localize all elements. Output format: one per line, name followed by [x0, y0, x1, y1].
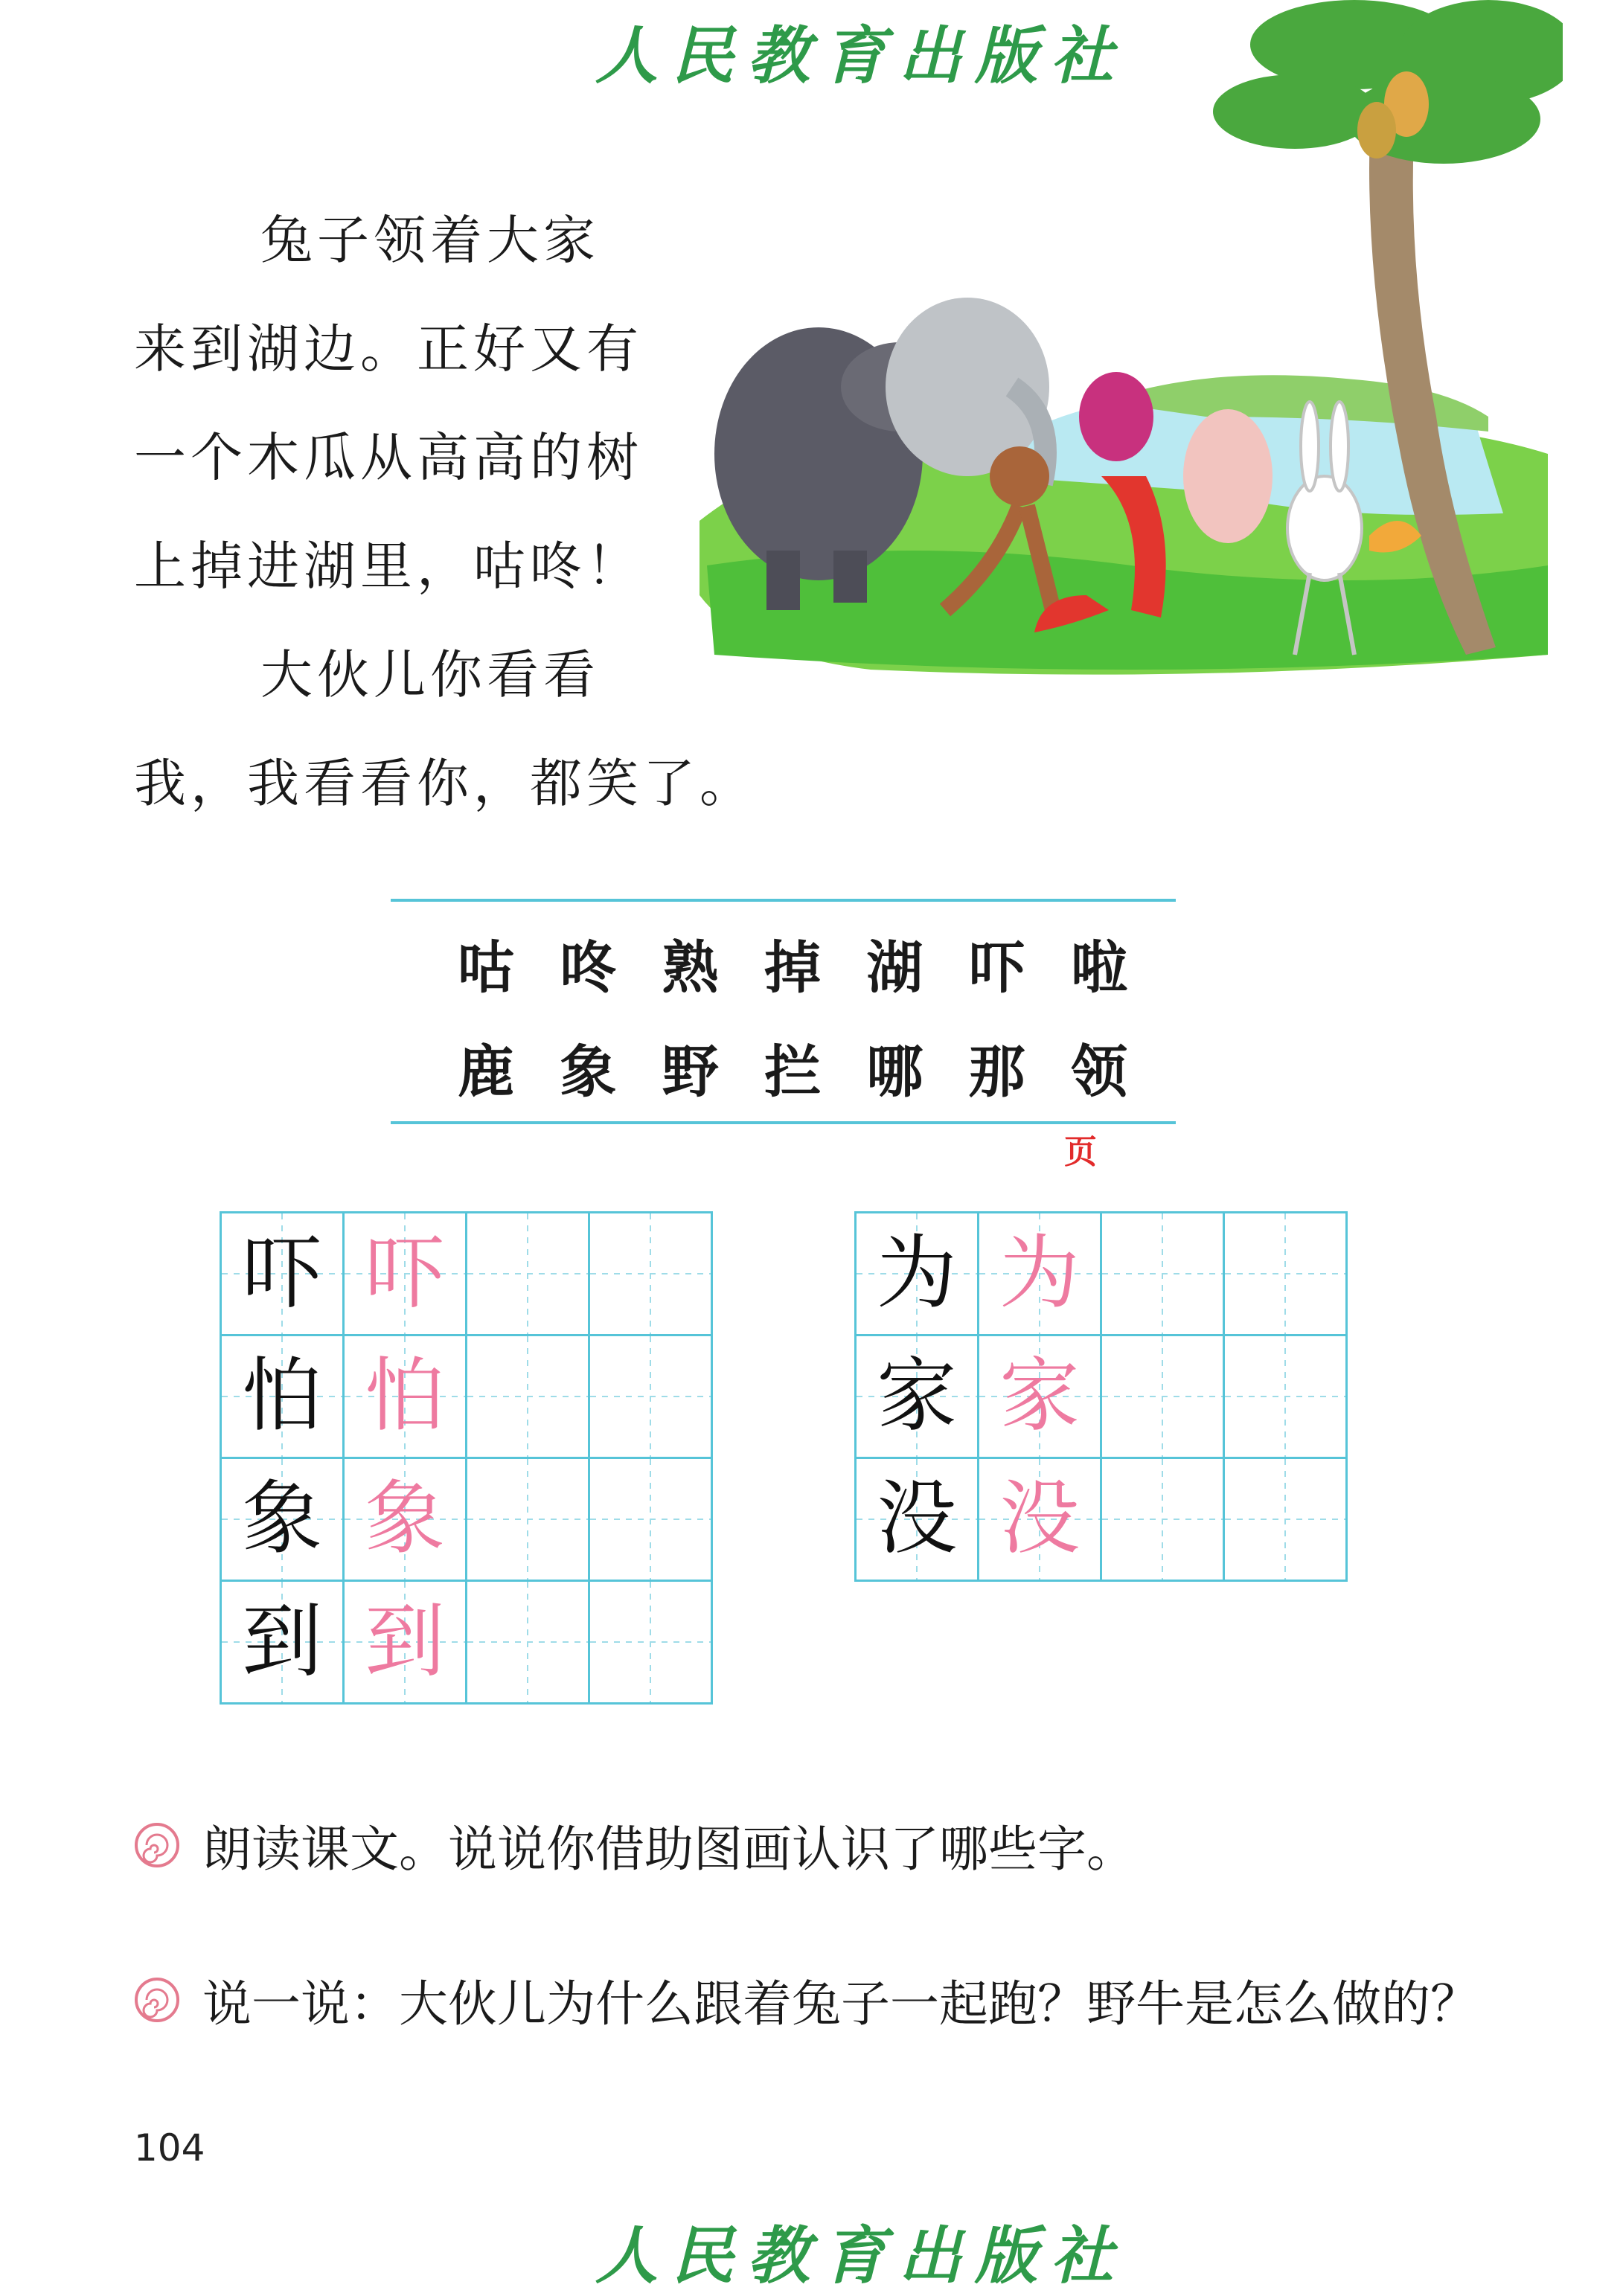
vocab-char: 哪: [866, 1039, 923, 1105]
vocab-char: 鹿: [458, 1039, 514, 1105]
trace-char: 怕: [364, 1350, 445, 1443]
swirl-bullet-icon: [134, 1822, 180, 1868]
vocab-char: 领: [1070, 1039, 1127, 1105]
story-line: 上掉进湖里，咕咚！: [134, 536, 643, 597]
exercise-question: [134, 1964, 1479, 2035]
practice-cell: [467, 1581, 589, 1704]
story-line: 一个木瓜从高高的树: [134, 427, 643, 488]
model-char: 家: [876, 1350, 957, 1443]
model-cell: [221, 1458, 344, 1581]
vocab-char: 湖: [866, 934, 923, 1001]
model-cell: [856, 1458, 979, 1581]
practice-cell: [467, 1458, 589, 1581]
trace-char: 家: [999, 1350, 1080, 1443]
animals-by-lake-illustration: [685, 0, 1563, 692]
trace-char: 为: [999, 1227, 1080, 1320]
trace-cell: [979, 1458, 1101, 1581]
radical-note: 页: [1064, 1133, 1097, 1171]
writing-grid-right: [854, 1211, 1348, 1582]
trace-cell: [344, 1458, 467, 1581]
publisher-footer: 人民教育出版社: [595, 2219, 1127, 2292]
vocab-char: 熟: [662, 934, 719, 1001]
practice-cell: [1224, 1335, 1347, 1458]
practice-cell: [1101, 1213, 1224, 1335]
story-line: 我，我看看你，都笑了。: [134, 753, 756, 814]
vocab-char: 拦: [764, 1039, 821, 1105]
practice-cell: [589, 1213, 712, 1335]
model-char: 象: [241, 1472, 322, 1565]
exercise-question: [134, 1809, 1136, 1880]
writing-row: [221, 1458, 712, 1581]
writing-row: [856, 1213, 1347, 1335]
practice-cell: [1101, 1335, 1224, 1458]
story-line: 来到湖边。正好又有: [134, 318, 643, 379]
model-cell: [221, 1213, 344, 1335]
trace-char: 象: [364, 1472, 445, 1565]
writing-row: [221, 1581, 712, 1704]
model-char: 没: [876, 1472, 957, 1565]
vocabulary-row: [458, 923, 1127, 1004]
model-char: 为: [876, 1227, 957, 1320]
practice-cell: [467, 1213, 589, 1335]
vocab-char: 那: [968, 1039, 1025, 1105]
writing-row: [221, 1335, 712, 1458]
writing-row: [856, 1335, 1347, 1458]
model-char: 吓: [241, 1227, 322, 1320]
writing-row: [221, 1213, 712, 1335]
trace-char: 没: [999, 1472, 1080, 1565]
trace-cell: [344, 1581, 467, 1704]
model-cell: [221, 1335, 344, 1458]
writing-row: [856, 1458, 1347, 1581]
page-number: 104: [134, 2126, 205, 2170]
vocab-char: 啦: [1070, 934, 1127, 1001]
practice-cell: [589, 1581, 712, 1704]
writing-grid-left: [220, 1211, 713, 1705]
vocabulary-box: [391, 899, 1176, 1124]
vocab-char: 掉: [764, 934, 821, 1001]
practice-cell: [467, 1335, 589, 1458]
trace-cell: [979, 1335, 1101, 1458]
story-line: 大伙儿你看看: [260, 644, 600, 705]
practice-cell: [589, 1335, 712, 1458]
model-char: 怕: [241, 1350, 322, 1443]
trace-cell: [979, 1213, 1101, 1335]
trace-cell: [344, 1335, 467, 1458]
practice-cell: [589, 1458, 712, 1581]
vocab-char: 咕: [458, 934, 514, 1001]
publisher-header: 人民教育出版社: [595, 19, 1127, 92]
model-cell: [856, 1213, 979, 1335]
practice-cell: [1101, 1458, 1224, 1581]
vocab-char: 咚: [560, 934, 617, 1001]
story-text: [134, 186, 756, 838]
vocab-char: 吓: [968, 934, 1025, 1001]
model-cell: [856, 1335, 979, 1458]
practice-cell: [1224, 1213, 1347, 1335]
vocabulary-row: [458, 1027, 1127, 1108]
trace-char: 到: [364, 1595, 445, 1688]
model-char: 到: [241, 1595, 322, 1688]
vocab-char: 象: [560, 1039, 617, 1105]
vocab-char: 野: [662, 1039, 719, 1105]
story-line: 兔子领着大家: [260, 210, 600, 271]
question-text: 说一说：大伙儿为什么跟着兔子一起跑？野牛是怎么做的？: [202, 1975, 1479, 2033]
trace-char: 吓: [364, 1227, 445, 1320]
trace-cell: [344, 1213, 467, 1335]
practice-cell: [1224, 1458, 1347, 1581]
question-text: 朗读课文。说说你借助图画认识了哪些字。: [202, 1821, 1136, 1878]
model-cell: [221, 1581, 344, 1704]
swirl-bullet-icon: [134, 1977, 180, 2023]
